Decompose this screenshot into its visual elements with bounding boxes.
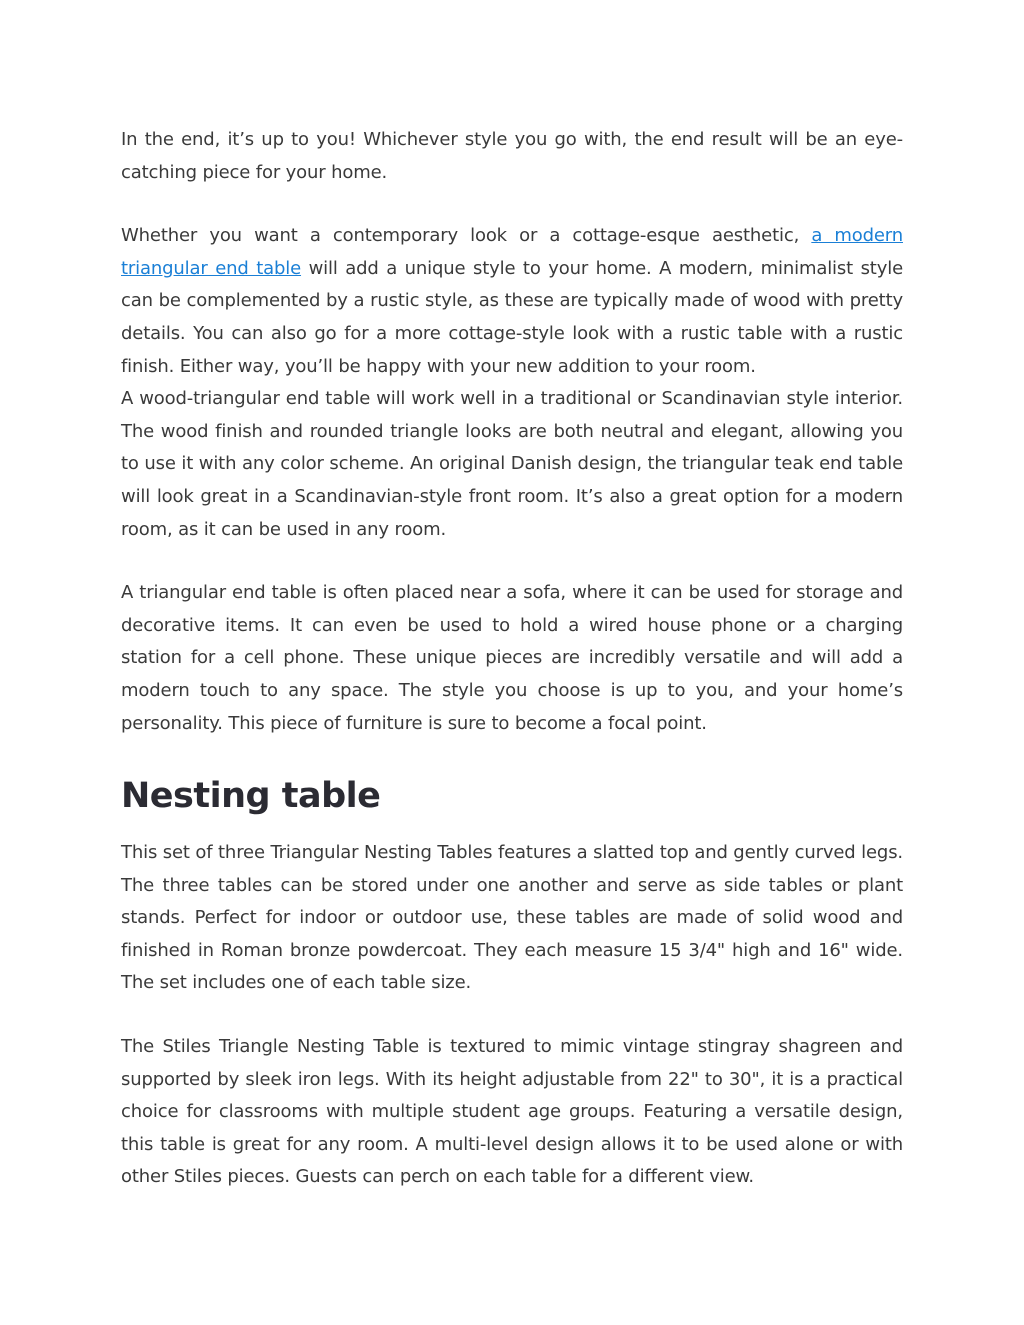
style-paragraph-lead: Whether you want a contemporary look or a cottage-esque aesthetic,	[121, 225, 812, 247]
nesting-paragraph-1: This set of three Triangular Nesting Tables features a slatted top and gently curved legs. The three tables can be stored under one another and serve as side tables or plant stands. Perfect for indoor or outdoor use, these tables are made of solid wood and finished in Roman bronze powdercoat. They each measure 15 3/4" high and 16" wide. The set includes one of each table size.	[121, 842, 903, 994]
paragraph-gap	[121, 546, 903, 577]
placement-paragraph: A triangular end table is often placed near a sofa, where it can be used for storage and decorative items. It can even be used to hold a wired house phone or a charging station for a cell phone. These unique pieces are incredibly versatile and will add a modern touch to any space. The style you choose is up to you, and your home’s personality. This piece of furniture is sure to become a focal point.	[121, 582, 903, 734]
intro-paragraph: In the end, it’s up to you! Whichever style you go with, the end result will be an eye-catching piece for your home.	[121, 129, 903, 183]
nesting-paragraph-2: The Stiles Triangle Nesting Table is textured to mimic vintage stingray shagreen and supported by sleek iron legs. With its height adjustable from 22" to 30", it is a practical choice for classrooms with multiple student age groups. Featuring a versatile design, this table is great for any room. A multi-level design allows it to be used alone or with other Stiles pieces. Guests can perch on each table for a different view.	[121, 1036, 903, 1188]
style-paragraph	[121, 220, 903, 383]
wood-paragraph: A wood-triangular end table will work well in a traditional or Scandinavian style interior. The wood finish and rounded triangle looks are both neutral and elegant, allowing you to use it with any color scheme. An original Danish design, the triangular teak end table will look great in a Scandinavian-style front room. It’s also a great option for a modern room, as it can be used in any room.	[121, 388, 903, 540]
modern-triangular-end-table-link[interactable]: a modern triangular end table	[121, 225, 903, 279]
paragraph-gap	[121, 1000, 903, 1031]
heading-gap	[121, 820, 903, 837]
section-heading: Nesting table	[121, 776, 381, 817]
document-page	[121, 124, 903, 1194]
paragraph-gap	[121, 189, 903, 220]
style-paragraph-rest: will add a unique style to your home. A modern, minimalist style can be complemented by a rustic style, as these are typically made of wood with pretty details. You can also go for a more cottage-style look with a rustic table with a rustic finish. Either way, you’ll be happy with your new addition to your room.	[121, 257, 903, 377]
